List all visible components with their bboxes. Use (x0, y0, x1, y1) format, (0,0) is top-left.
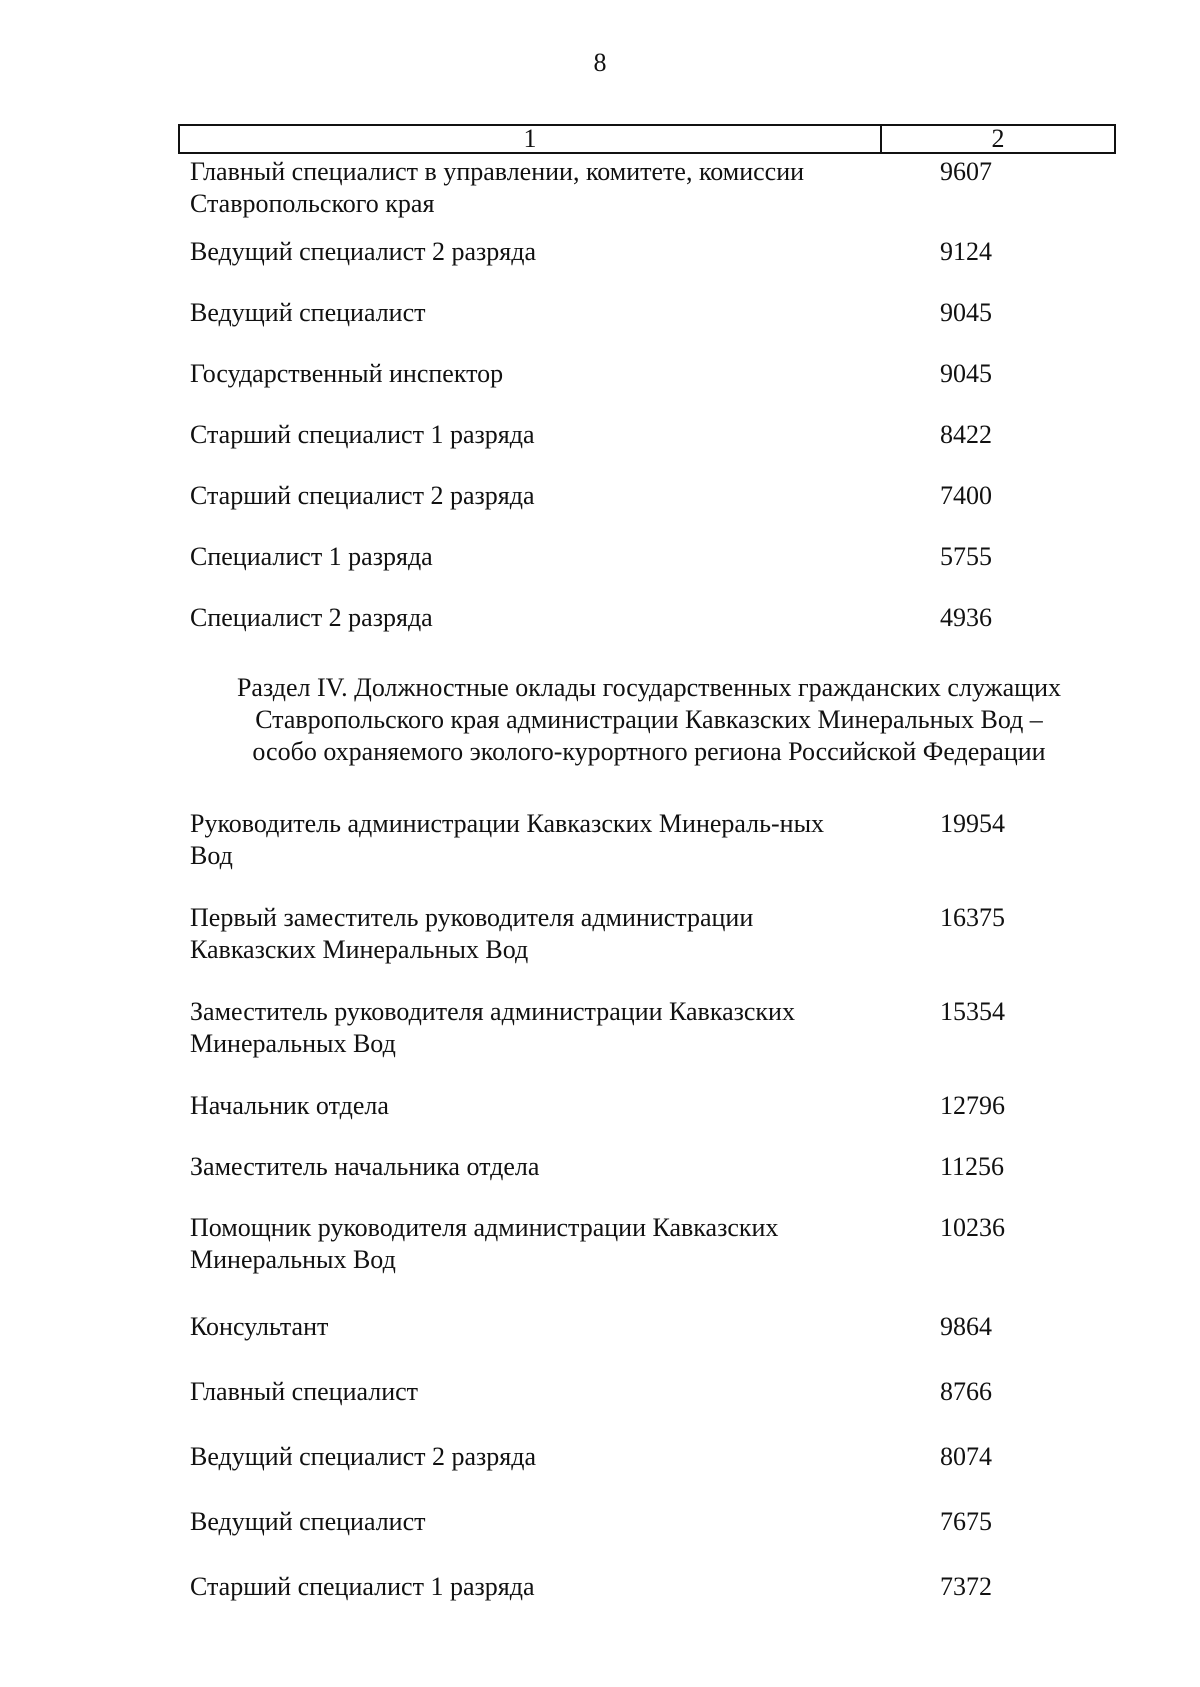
salary-value: 19954 (940, 809, 1005, 838)
position-name: Заместитель руководителя администрации Кавказских Минеральных Вод (190, 997, 795, 1058)
section-heading-line: Ставропольского края администрации Кавказских Минеральных Вод – (255, 705, 1043, 734)
position-name: Заместитель начальника отдела (190, 1152, 540, 1181)
position-name: Главный специалист (190, 1377, 419, 1406)
salary-value: 15354 (940, 997, 1005, 1026)
position-name: Государственный инспектор (190, 359, 504, 388)
salary-value: 9045 (940, 298, 992, 327)
section-heading-line: особо охраняемого эколого-курортного региона Российской Федерации (252, 737, 1046, 766)
salary-value: 7400 (940, 481, 992, 510)
salary-value: 9864 (940, 1312, 992, 1341)
salary-value: 9607 (940, 157, 992, 186)
section-heading (180, 672, 1118, 768)
position-name: Специалист 2 разряда (190, 603, 433, 632)
position-name: Консультант (190, 1312, 329, 1341)
position-name: Первый заместитель руководителя администрации Кавказских Минеральных Вод (190, 903, 754, 964)
position-name: Ведущий специалист 2 разряда (190, 1442, 537, 1471)
salary-value: 7675 (940, 1507, 992, 1536)
position-name: Ведущий специалист (190, 298, 426, 327)
position-name: Начальник отдела (190, 1091, 389, 1120)
salary-value: 16375 (940, 903, 1005, 932)
section-heading-line: Раздел IV. Должностные оклады государственных гражданских служащих (236, 673, 1062, 702)
salary-value: 8074 (940, 1442, 992, 1471)
position-name: Главный специалист в управлении, комитете, комиссии Ставропольского края (190, 157, 805, 218)
salary-value: 9124 (940, 237, 992, 266)
page-number: 8 (593, 48, 607, 77)
position-name: Ведущий специалист 2 разряда (190, 237, 537, 266)
salary-value: 8422 (940, 420, 992, 449)
salary-value: 7372 (940, 1572, 992, 1601)
salary-value: 11256 (940, 1152, 1005, 1181)
position-name: Специалист 1 разряда (190, 542, 433, 571)
position-name: Старший специалист 1 разряда (190, 420, 535, 449)
position-name: Старший специалист 1 разряда (190, 1572, 535, 1601)
salary-value: 4936 (940, 603, 992, 632)
table-header (178, 124, 1116, 154)
header-column-1: 1 (180, 126, 882, 152)
salary-value: 10236 (940, 1213, 1005, 1242)
salary-value: 8766 (940, 1377, 992, 1406)
salary-value: 5755 (940, 542, 992, 571)
position-name: Старший специалист 2 разряда (190, 481, 535, 510)
salary-value: 12796 (940, 1091, 1005, 1120)
position-name: Руководитель администрации Кавказских Минераль-ных Вод (190, 809, 825, 870)
salary-value: 9045 (940, 359, 992, 388)
position-name: Ведущий специалист (190, 1507, 426, 1536)
position-name: Помощник руководителя администрации Кавказских Минеральных Вод (190, 1213, 779, 1274)
header-column-2: 2 (991, 124, 1005, 153)
